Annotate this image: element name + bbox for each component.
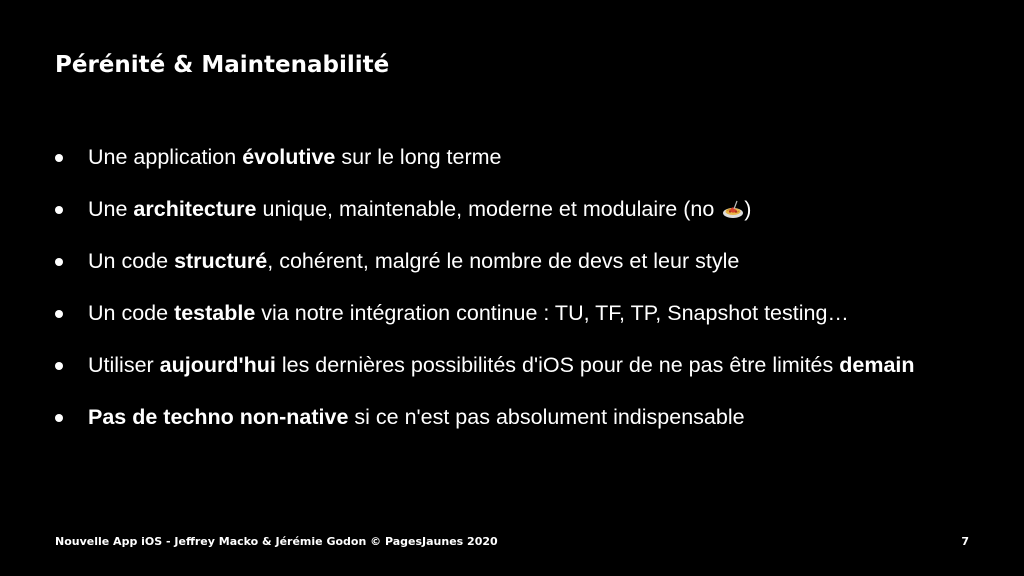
bullet-text-bold-2: demain <box>839 353 915 377</box>
bullet-item <box>55 401 985 434</box>
bullet-list <box>55 141 985 453</box>
bullet-item <box>55 193 985 226</box>
page-number: 7 <box>961 535 969 548</box>
bullet-text-post: via notre intégration continue : TU, TF, TP, Snapshot testing… <box>255 301 849 325</box>
bullet-dot-icon <box>55 206 63 214</box>
bullet-text-pre: Un code <box>88 249 175 273</box>
bullet-text-pre: Utiliser <box>88 353 160 377</box>
bullet-dot-icon <box>55 258 63 266</box>
slide-title: Pérénité & Maintenabilité <box>55 52 390 78</box>
bullet-text-pre: Une application <box>88 145 243 169</box>
bullet-text-bold: évolutive <box>242 145 336 169</box>
bullet-text-bold: structuré <box>174 249 268 273</box>
bullet-text-pre: Un code <box>88 301 175 325</box>
bullet-dot-icon <box>55 414 63 422</box>
bullet-text-bold: testable <box>174 301 256 325</box>
bullet-text-bold: architecture <box>133 197 257 221</box>
bullet-dot-icon <box>55 362 63 370</box>
bullet-item <box>55 245 985 278</box>
slide-footer: Nouvelle App iOS - Jeffrey Macko & Jérémie Godon © PagesJaunes 2020 <box>55 535 498 548</box>
bullet-text-post: , cohérent, malgré le nombre de devs et leur style <box>267 249 740 273</box>
bullet-text-post: si ce n'est pas absolument indispensable <box>348 405 745 429</box>
bullet-text-pre: Une <box>88 197 134 221</box>
bullet-item <box>55 349 985 382</box>
bullet-text-post: sur le long terme <box>335 145 502 169</box>
bullet-dot-icon <box>55 154 63 162</box>
spaghetti-icon <box>722 199 744 219</box>
bullet-text-post: unique, maintenable, moderne et modulaire (no <box>256 197 721 221</box>
bullet-dot-icon <box>55 310 63 318</box>
bullet-item <box>55 141 985 174</box>
bullet-text-post: les dernières possibilités d'iOS pour de ne pas être limités <box>275 353 840 377</box>
bullet-text-bold: Pas de techno non-native <box>88 405 349 429</box>
bullet-text-bold: aujourd'hui <box>159 353 276 377</box>
bullet-text-end: ) <box>744 197 752 221</box>
bullet-item <box>55 297 985 330</box>
